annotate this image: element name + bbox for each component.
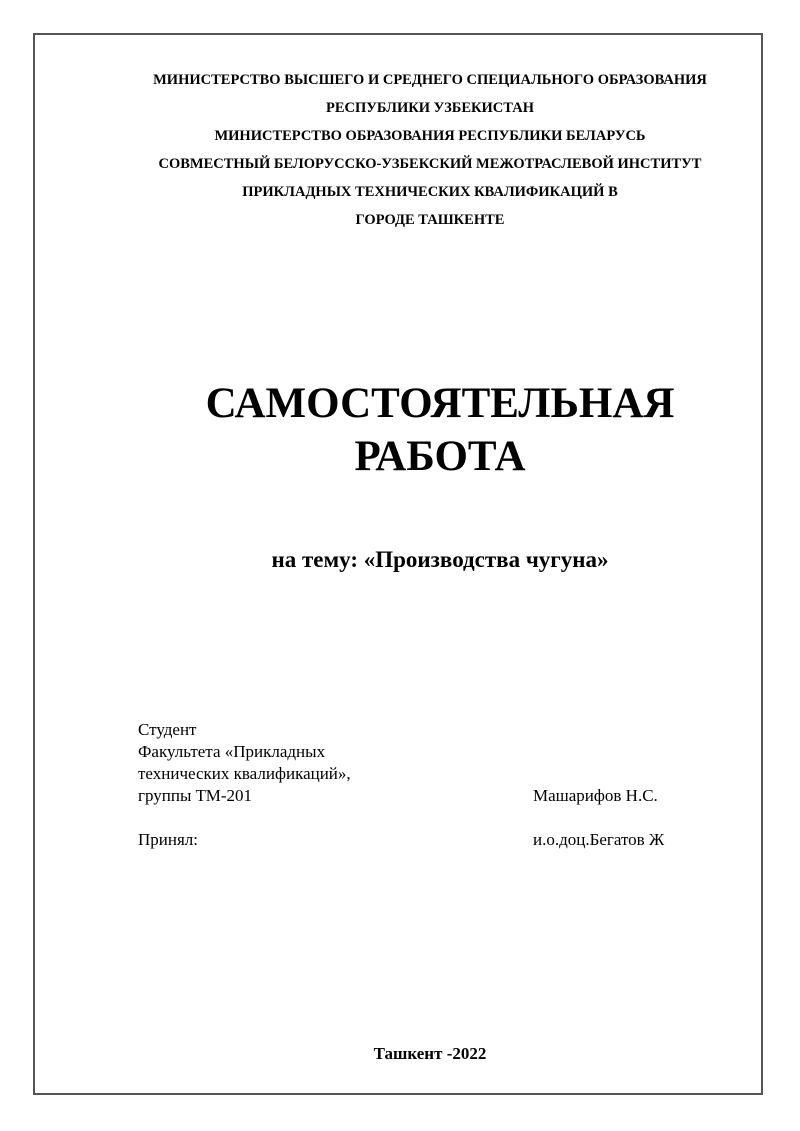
student-name: Машарифов Н.С. <box>533 786 658 805</box>
student-line: Студент <box>138 720 197 739</box>
document-title <box>60 377 800 483</box>
header-line: ГОРОДЕ ТАШКЕНТЕ <box>355 212 505 228</box>
institution-header <box>60 66 800 234</box>
accepted-name: и.о.доц.Бегатов Ж <box>533 830 665 849</box>
header-line: МИНИСТЕРСТВО ВЫСШЕГО И СРЕДНЕГО СПЕЦИАЛЬНОГО ОБРАЗОВАНИЯ <box>153 72 707 88</box>
city-year: Ташкент -2022 <box>373 1044 487 1063</box>
header-line: МИНИСТЕРСТВО ОБРАЗОВАНИЯ РЕСПУБЛИКИ БЕЛАРУСЬ <box>214 128 646 144</box>
student-block <box>138 719 351 807</box>
title-line-2: РАБОТА <box>354 433 526 480</box>
student-line: группы ТМ-201 <box>138 786 253 805</box>
header-line: ПРИКЛАДНЫХ ТЕХНИЧЕСКИХ КВАЛИФИКАЦИЙ В <box>242 184 618 200</box>
document-topic: на тему: «Производства чугуна» <box>271 547 609 572</box>
header-line: СОВМЕСТНЫЙ БЕЛОРУССКО-УЗБЕКСКИЙ МЕЖОТРАСЛЕВОЙ ИНСТИТУТ <box>158 156 702 172</box>
accepted-label: Принял: <box>138 830 198 849</box>
student-line: технических квалификаций», <box>138 764 351 783</box>
header-line: РЕСПУБЛИКИ УЗБЕКИСТАН <box>326 100 534 116</box>
title-line-1: САМОСТОЯТЕЛЬНАЯ <box>205 380 675 427</box>
student-line: Факультета «Прикладных <box>138 742 326 761</box>
